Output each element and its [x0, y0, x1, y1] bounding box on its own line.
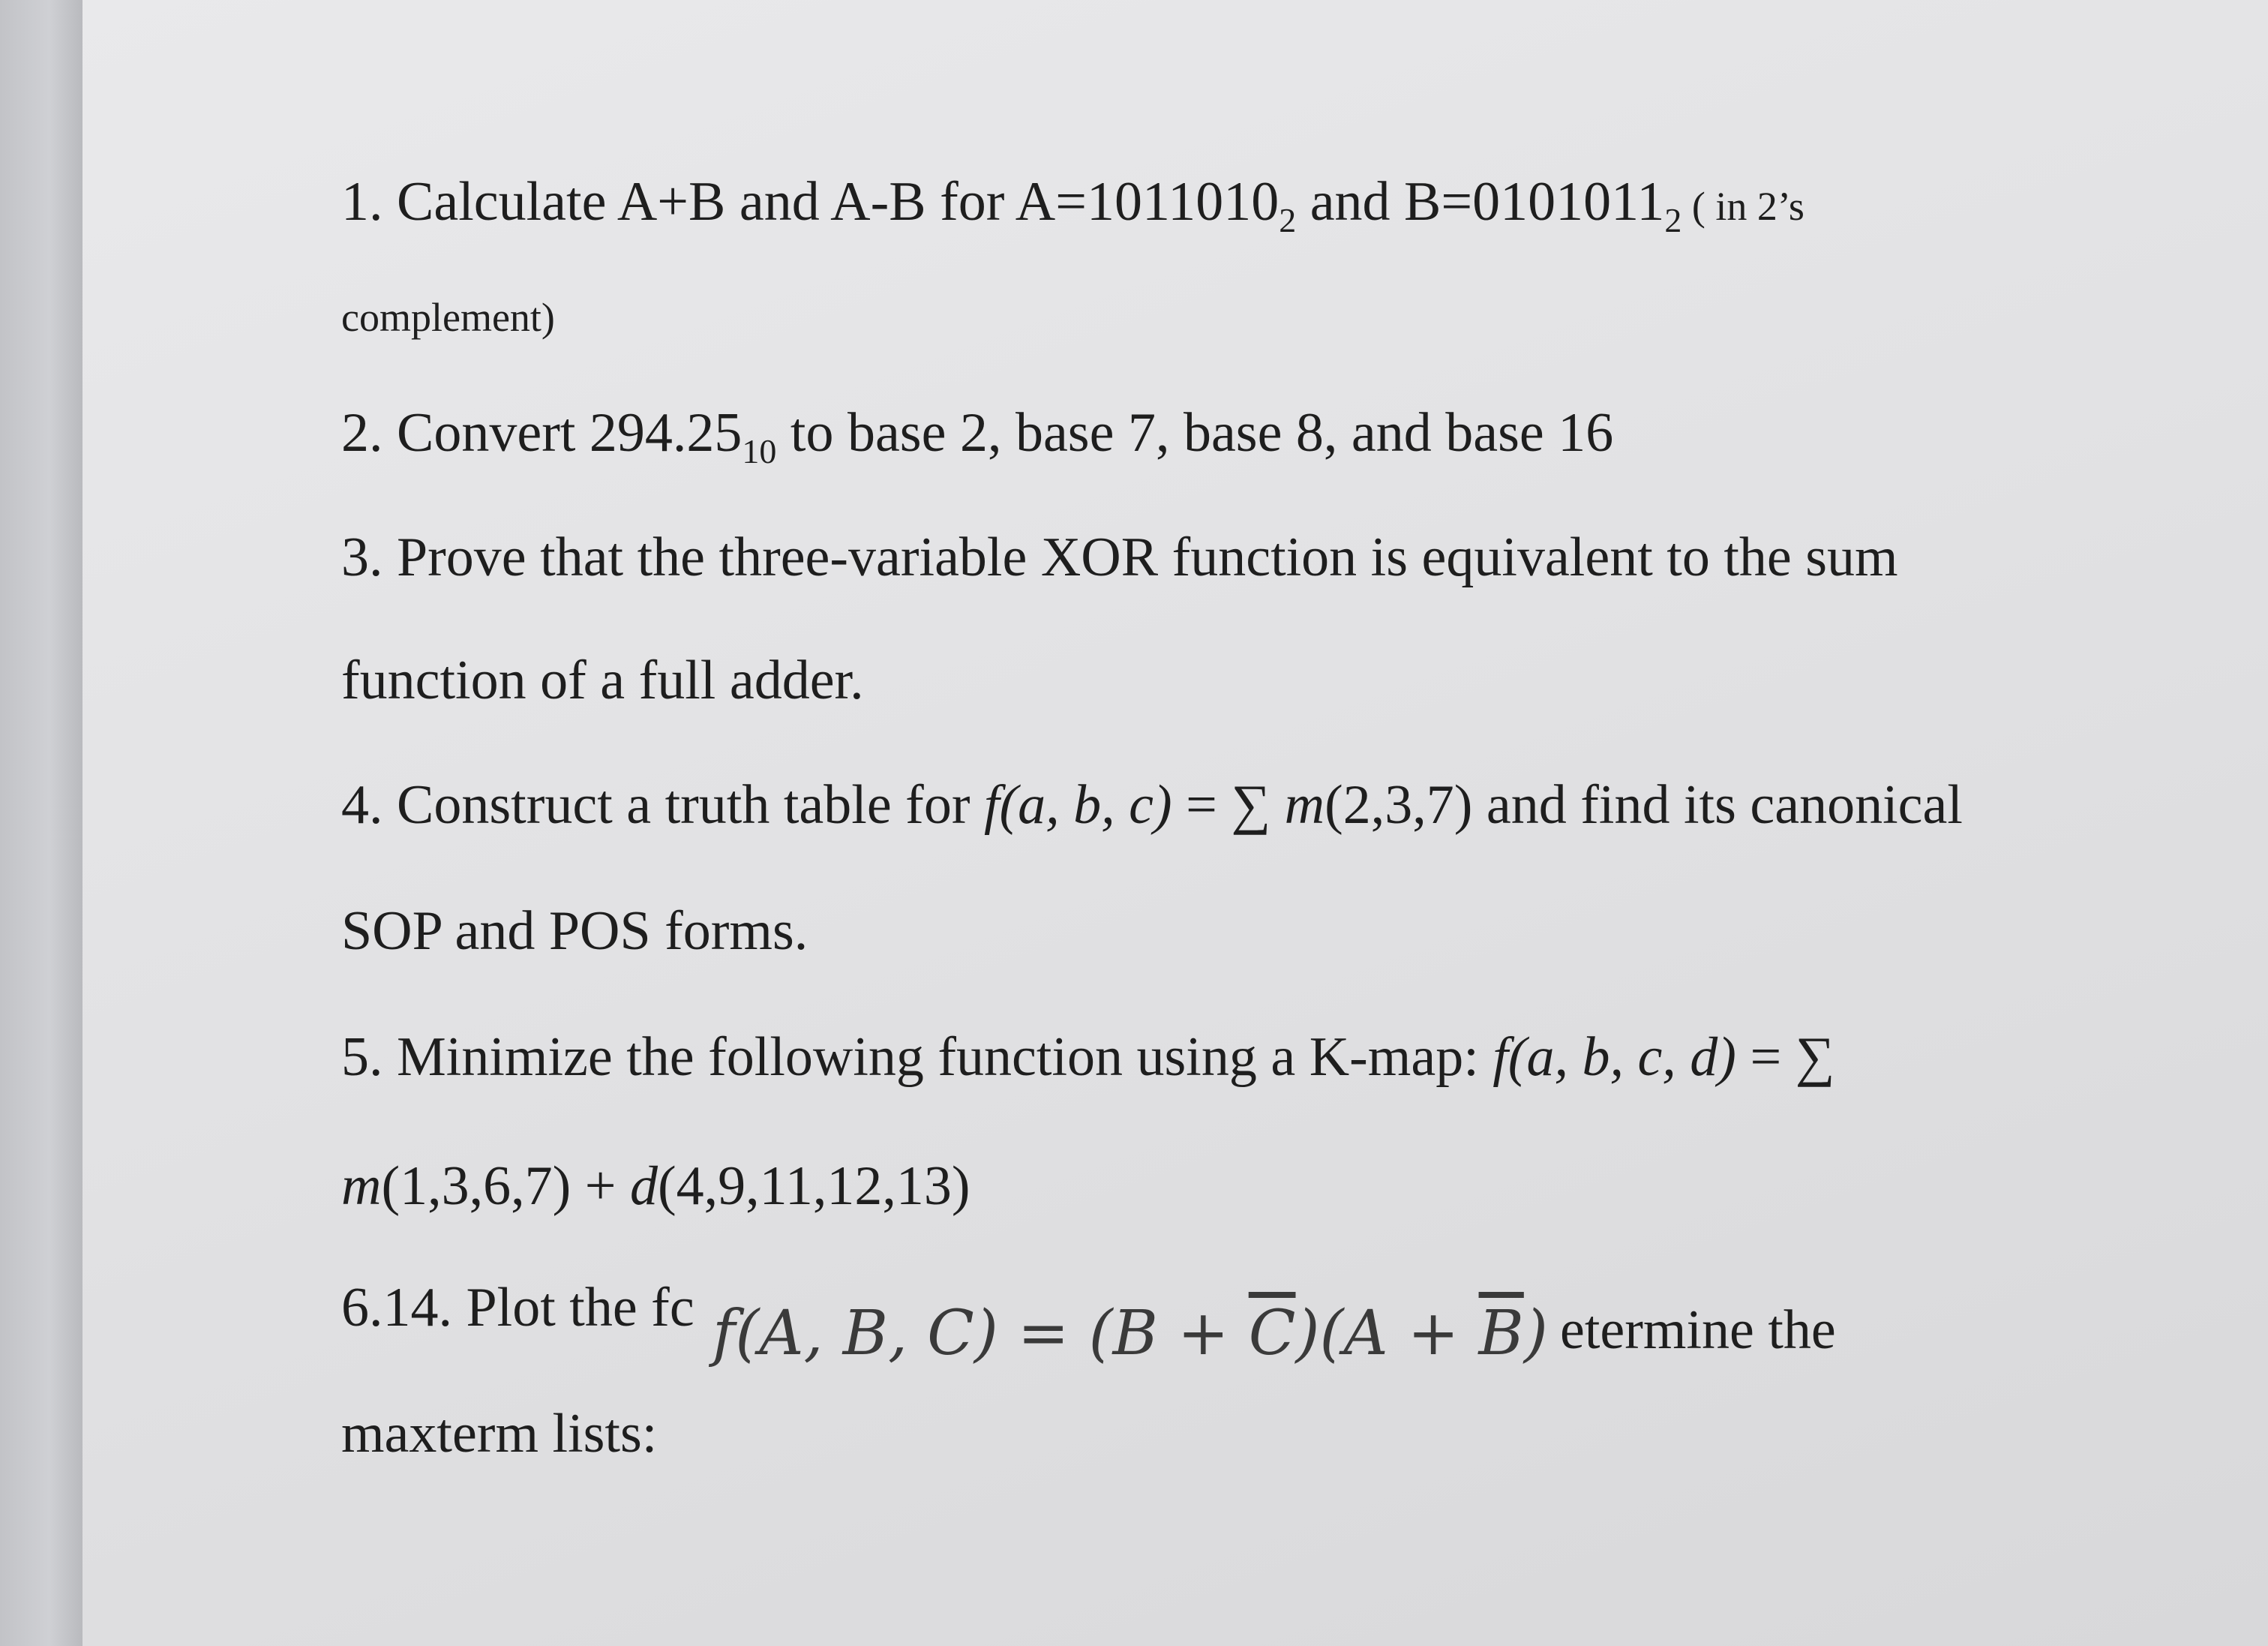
question-4-line-1: 4. Construct a truth table for f(a, b, c) = ∑ m(2,3,7) and find its canonical: [341, 774, 1963, 836]
question-4-line-2: SOP and POS forms.: [341, 900, 808, 962]
question-5-line-1: 5. Minimize the following function using a K-map: f(a, b, c, d) = ∑: [341, 1026, 1835, 1088]
left-bezel: [0, 0, 82, 1646]
question-6-line-1-end: etermine the: [1560, 1299, 1836, 1361]
boolean-formula: f(A, B, $C) = (B + \overline{C})(A + \overline{B})$: [712, 1298, 1548, 1369]
question-1-line-2: complement): [341, 295, 555, 340]
question-3-line-2: function of a full adder.: [341, 650, 864, 711]
question-6-line-2: maxterm lists:: [341, 1403, 658, 1464]
question-3-line-1: 3. Prove that the three-variable XOR function is equivalent to the sum: [341, 527, 1898, 588]
question-2: 2. Convert $294.25_{10}$ to base 2, base 7, base 8, and base 16: [341, 402, 1614, 470]
question-5-line-2: m(1,3,6,7) + d(4,9,11,12,13): [341, 1155, 970, 1217]
question-1-line-1: 1. Calculate A+B and A-B for $A=1011010_2$ and $B=0101011_2$ ( in 2’s: [341, 171, 1804, 239]
question-6-line-1-start: 6.14. Plot the fc: [341, 1277, 694, 1338]
